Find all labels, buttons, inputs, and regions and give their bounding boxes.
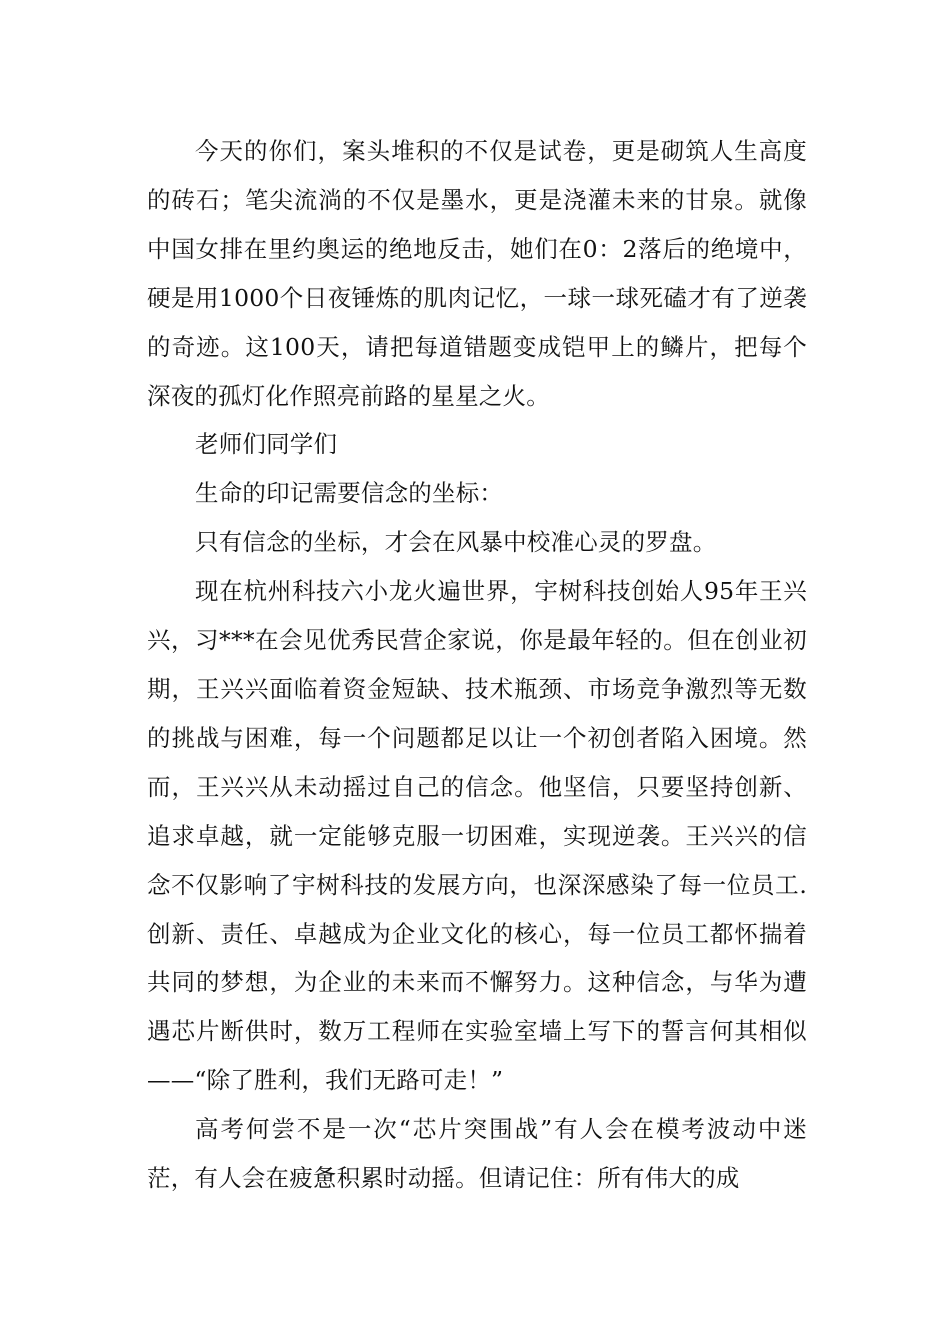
paragraph-belief-heading: 生命的印记需要信念的坐标：	[195, 479, 504, 508]
body-text	[147, 127, 807, 1203]
paragraph-gaokao: 高考何尝不是一次“芯片突围战”有人会在模考波动中迷茫，有人会在疲惫积累时动摇。但请记住：所有伟大的成	[147, 1115, 807, 1193]
paragraph-belief-compass: 只有信念的坐标，才会在风暴中校准心灵的罗盘。	[195, 528, 717, 557]
paragraph-unitree: 现在杭州科技六小龙火遍世界，宇树科技创始人95年王兴兴，习***在会见优秀民营企家说，你是最年轻的。但在创业初期，王兴兴面临着资金短缺、技术瓶颈、市场竞争激烈等无数的挑战与困难，每一个问题都足以让一个初创者陷入困境。然而，王兴兴从未动摇过自己的信念。他坚信，只要坚持创新、追求卓越，就一定能够克服一切困难，实现逆袭。王兴兴的信念不仅影响了宇树科技的发展方向，也深深感染了每一位员工.创新、责任、卓越成为企业文化的核心，每一位员工都怀揣着共同的梦想，为企业的未来而不懈努力。这种信念，与华为遭遇芯片断供时，数万工程师在实验室墙上写下的誓言何其相似——“除了胜利，我们无路可走！”	[147, 577, 807, 1095]
paragraph-greeting: 老师们同学们	[195, 430, 338, 459]
paragraph-women-volleyball: 今天的你们，案头堆积的不仅是试卷，更是砌筑人生高度的砖石；笔尖流淌的不仅是墨水，更是浇灌未来的甘泉。就像中国女排在里约奥运的绝地反击，她们在0：2落后的绝境中，硬是用1000个日夜锤炼的肌肉记忆，一球一球死磕才有了逆袭的奇迹。这100天，请把每道错题变成铠甲上的鳞片，把每个深夜的孤灯化作照亮前路的星星之火。	[147, 137, 807, 410]
